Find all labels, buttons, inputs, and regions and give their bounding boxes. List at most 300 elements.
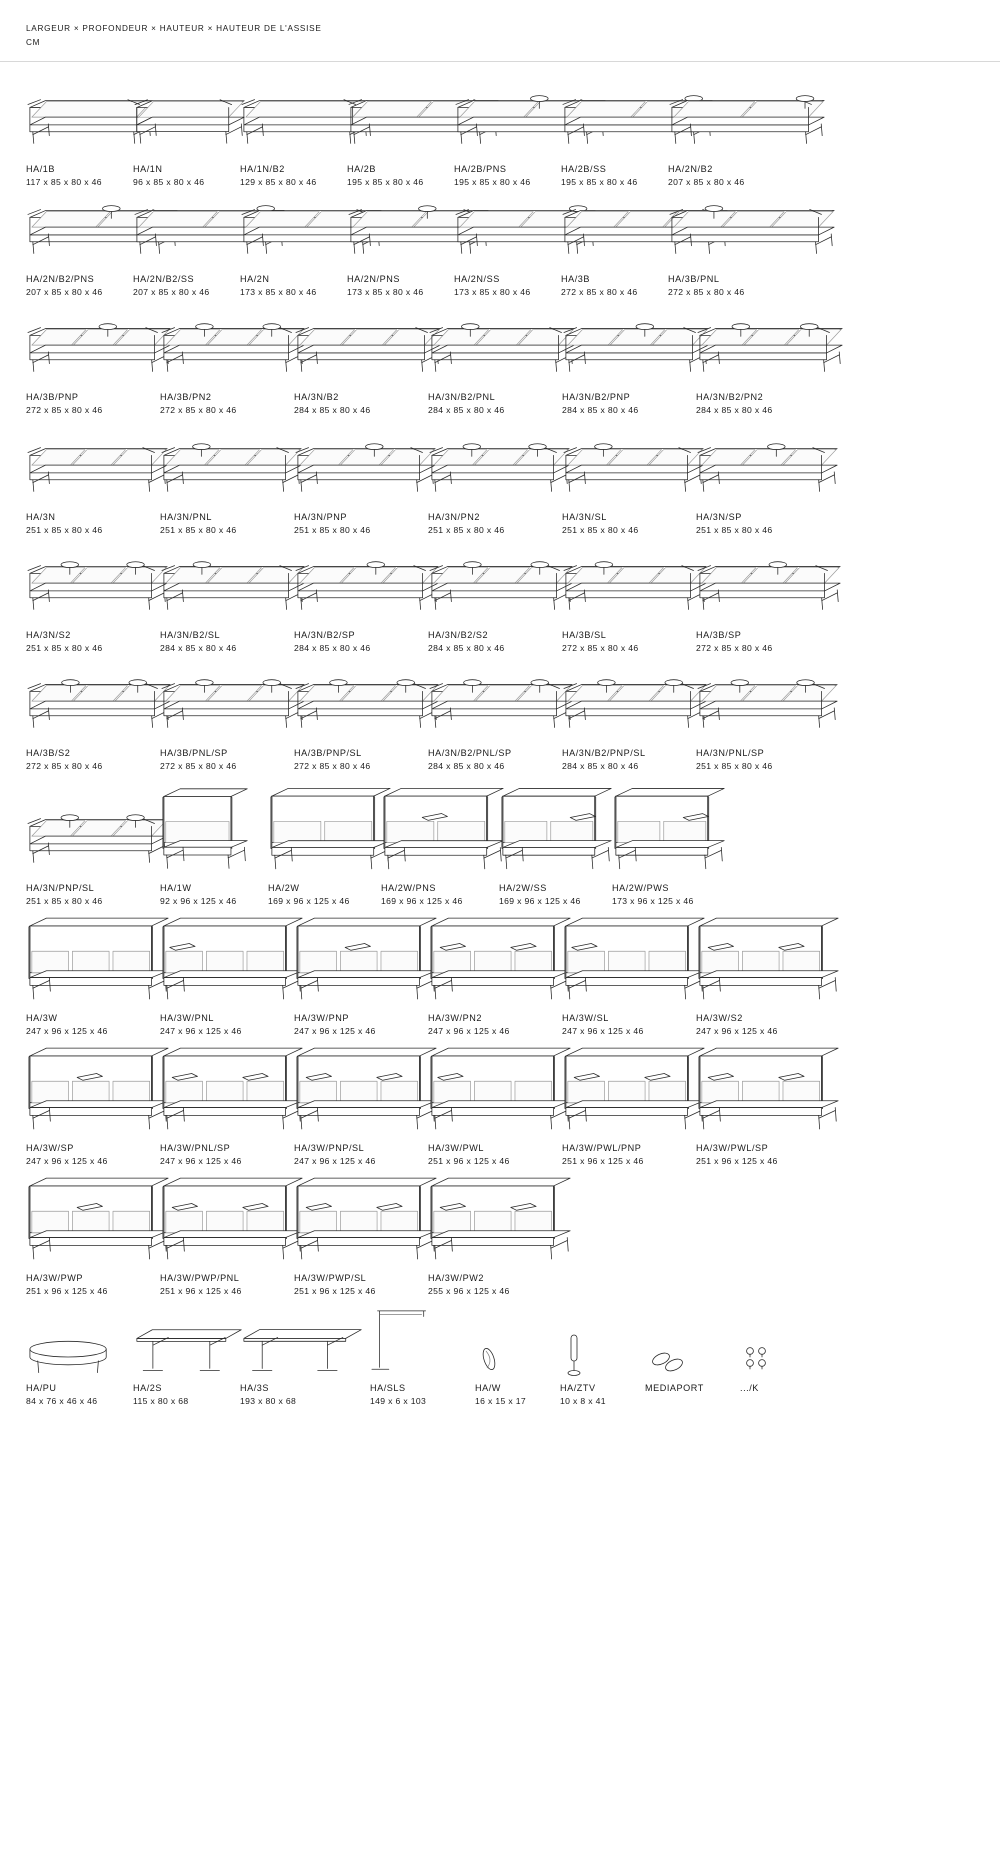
product-drawing bbox=[294, 420, 428, 506]
product-code: HA/3N/B2/S2 bbox=[428, 630, 489, 640]
product-labels bbox=[240, 272, 347, 299]
product-labels bbox=[347, 272, 454, 299]
product-drawing bbox=[133, 1301, 240, 1377]
product-dimensions: 16 x 15 x 17 bbox=[475, 1396, 527, 1407]
product-item[interactable] bbox=[475, 1301, 560, 1411]
product-code: HA/ZTV bbox=[560, 1383, 596, 1393]
product-drawing bbox=[294, 302, 428, 386]
product-drawing bbox=[562, 302, 696, 386]
product-code: HA/3N/SL bbox=[562, 512, 607, 522]
product-drawing bbox=[475, 1301, 560, 1377]
product-dimensions: 129 x 85 x 80 x 46 bbox=[240, 177, 317, 188]
product-dimensions: 251 x 96 x 125 x 46 bbox=[696, 1156, 778, 1167]
product-code: HA/1W bbox=[160, 883, 192, 893]
product-item[interactable] bbox=[562, 911, 696, 1041]
product-code: HA/2W bbox=[268, 883, 300, 893]
product-code: HA/3B/PN2 bbox=[160, 392, 212, 402]
product-dimensions: 251 x 85 x 80 x 46 bbox=[294, 525, 371, 536]
product-item[interactable] bbox=[428, 540, 562, 658]
product-item[interactable] bbox=[160, 658, 294, 776]
product-dimensions: 251 x 85 x 80 x 46 bbox=[428, 525, 505, 536]
product-item[interactable] bbox=[560, 1301, 645, 1411]
product-dimensions: 251 x 96 x 125 x 46 bbox=[160, 1286, 242, 1297]
product-code: MEDIAPORT bbox=[645, 1383, 704, 1393]
product-item[interactable] bbox=[268, 776, 381, 911]
product-item[interactable] bbox=[160, 776, 268, 911]
product-drawing bbox=[26, 540, 160, 624]
product-drawing bbox=[26, 776, 160, 877]
product-code: HA/3W/PWL/SP bbox=[696, 1143, 769, 1153]
product-drawing bbox=[26, 911, 160, 1007]
product-item[interactable] bbox=[668, 84, 775, 192]
product-dimensions: 272 x 85 x 80 x 46 bbox=[696, 643, 773, 654]
product-dimensions: 272 x 85 x 80 x 46 bbox=[160, 761, 237, 772]
product-drawing bbox=[133, 84, 240, 158]
product-drawing bbox=[428, 420, 562, 506]
product-item[interactable] bbox=[26, 1041, 160, 1171]
product-dimensions: 272 x 85 x 80 x 46 bbox=[561, 287, 638, 298]
product-labels bbox=[133, 272, 240, 299]
product-drawing bbox=[26, 1301, 133, 1377]
product-labels bbox=[696, 1141, 830, 1168]
product-item[interactable] bbox=[562, 658, 696, 776]
product-labels bbox=[160, 628, 294, 655]
product-item[interactable] bbox=[26, 911, 160, 1041]
product-code: HA/3N/PNL bbox=[160, 512, 212, 522]
product-code: HA/2N/B2/SS bbox=[133, 274, 195, 284]
product-item[interactable] bbox=[645, 1301, 740, 1411]
product-code: HA/3N/S2 bbox=[26, 630, 71, 640]
product-item[interactable] bbox=[562, 540, 696, 658]
product-drawing bbox=[499, 776, 612, 877]
product-drawing bbox=[160, 911, 294, 1007]
product-item[interactable] bbox=[26, 302, 160, 420]
product-drawing bbox=[668, 84, 775, 158]
product-dimensions: 169 x 96 x 125 x 46 bbox=[268, 896, 350, 907]
product-code: HA/3N/PNP bbox=[294, 512, 347, 522]
product-code: .../K bbox=[740, 1383, 759, 1393]
product-item[interactable] bbox=[428, 302, 562, 420]
product-dimensions: 284 x 85 x 80 x 46 bbox=[294, 405, 371, 416]
product-code: HA/3B/PNP bbox=[26, 392, 79, 402]
product-labels bbox=[428, 628, 562, 655]
product-dimensions: 115 x 80 x 68 bbox=[133, 1396, 189, 1407]
product-item[interactable] bbox=[562, 420, 696, 540]
product-item[interactable] bbox=[561, 192, 668, 302]
product-code: HA/3N/PN2 bbox=[428, 512, 480, 522]
product-dimensions: 195 x 85 x 80 x 46 bbox=[561, 177, 638, 188]
product-dimensions: 247 x 96 x 125 x 46 bbox=[696, 1026, 778, 1037]
product-dimensions: 117 x 85 x 80 x 46 bbox=[26, 177, 102, 188]
product-dimensions: 284 x 85 x 80 x 46 bbox=[562, 405, 639, 416]
product-labels bbox=[428, 746, 562, 773]
product-labels bbox=[160, 1011, 294, 1038]
product-labels bbox=[26, 1271, 160, 1298]
product-dimensions: 247 x 96 x 125 x 46 bbox=[26, 1026, 108, 1037]
product-code: HA/3B bbox=[561, 274, 591, 284]
product-drawing bbox=[160, 658, 294, 742]
product-item[interactable] bbox=[696, 420, 830, 540]
product-dimensions: 193 x 80 x 68 bbox=[240, 1396, 297, 1407]
product-drawing bbox=[562, 911, 696, 1007]
product-item[interactable] bbox=[240, 84, 347, 192]
product-code: HA/3W/PWP/SL bbox=[294, 1273, 367, 1283]
product-dimensions: 272 x 85 x 80 x 46 bbox=[668, 287, 745, 298]
product-labels bbox=[26, 746, 160, 773]
product-labels bbox=[696, 746, 830, 773]
product-labels bbox=[294, 1011, 428, 1038]
product-item[interactable] bbox=[26, 540, 160, 658]
product-item[interactable] bbox=[160, 911, 294, 1041]
product-code: HA/3N/PNP/SL bbox=[26, 883, 95, 893]
product-code: HA/1N bbox=[133, 164, 163, 174]
product-dimensions: 251 x 85 x 80 x 46 bbox=[696, 525, 773, 536]
product-labels bbox=[562, 1011, 696, 1038]
product-item[interactable] bbox=[294, 658, 428, 776]
product-item[interactable] bbox=[160, 420, 294, 540]
product-item[interactable] bbox=[454, 192, 561, 302]
header-dimension-legend: LARGEUR × PROFONDEUR × HAUTEUR × HAUTEUR DE L'ASSISE bbox=[26, 24, 322, 33]
product-item[interactable] bbox=[347, 84, 454, 192]
product-drawing bbox=[668, 192, 775, 268]
product-code: HA/3B/PNP/SL bbox=[294, 748, 362, 758]
product-item[interactable] bbox=[294, 911, 428, 1041]
product-item[interactable] bbox=[26, 192, 133, 302]
product-labels bbox=[561, 162, 668, 189]
product-labels bbox=[475, 1381, 560, 1408]
product-code: HA/SLS bbox=[370, 1383, 406, 1393]
product-item[interactable] bbox=[561, 84, 668, 192]
product-code: HA/2N/B2 bbox=[668, 164, 713, 174]
product-code: HA/3B/S2 bbox=[26, 748, 71, 758]
product-labels bbox=[294, 510, 428, 537]
product-drawing bbox=[696, 540, 830, 624]
product-code: HA/3N/PNL/SP bbox=[696, 748, 765, 758]
product-labels bbox=[561, 272, 668, 299]
product-item[interactable] bbox=[294, 302, 428, 420]
product-code: HA/3S bbox=[240, 1383, 270, 1393]
product-code: HA/1B bbox=[26, 164, 56, 174]
product-dimensions: 284 x 85 x 80 x 46 bbox=[160, 643, 237, 654]
product-drawing bbox=[347, 192, 454, 268]
product-item[interactable] bbox=[294, 420, 428, 540]
product-code: HA/2B/SS bbox=[561, 164, 607, 174]
product-item[interactable] bbox=[696, 540, 830, 658]
product-dimensions: 284 x 85 x 80 x 46 bbox=[294, 643, 371, 654]
product-dimensions: 169 x 96 x 125 x 46 bbox=[381, 896, 463, 907]
product-drawing bbox=[428, 302, 562, 386]
product-labels bbox=[160, 881, 268, 908]
product-item[interactable] bbox=[428, 911, 562, 1041]
product-code: HA/3W/SL bbox=[562, 1013, 609, 1023]
product-drawing bbox=[696, 302, 830, 386]
product-dimensions: 272 x 85 x 80 x 46 bbox=[562, 643, 639, 654]
product-code: HA/3B/SL bbox=[562, 630, 607, 640]
product-drawing bbox=[294, 911, 428, 1007]
product-code: HA/3W bbox=[26, 1013, 58, 1023]
product-code: HA/2N/PNS bbox=[347, 274, 400, 284]
product-labels bbox=[428, 390, 562, 417]
product-drawing bbox=[26, 1171, 160, 1267]
product-drawing bbox=[160, 540, 294, 624]
product-item[interactable] bbox=[160, 1171, 294, 1301]
product-dimensions: 247 x 96 x 125 x 46 bbox=[160, 1026, 242, 1037]
product-dimensions: 247 x 96 x 125 x 46 bbox=[160, 1156, 242, 1167]
product-dimensions: 251 x 85 x 80 x 46 bbox=[562, 525, 639, 536]
product-code: HA/3W/PWP bbox=[26, 1273, 83, 1283]
product-code: HA/3B/PNL bbox=[668, 274, 720, 284]
product-labels bbox=[696, 390, 830, 417]
product-item[interactable] bbox=[133, 1301, 240, 1411]
product-dimensions: 284 x 85 x 80 x 46 bbox=[562, 761, 639, 772]
product-code: HA/3N/B2/SL bbox=[160, 630, 221, 640]
product-code: HA/3W/PNP bbox=[294, 1013, 349, 1023]
product-item[interactable] bbox=[428, 1041, 562, 1171]
product-dimensions: 149 x 6 x 103 bbox=[370, 1396, 427, 1407]
product-row bbox=[26, 1301, 974, 1411]
product-drawing bbox=[381, 776, 499, 877]
product-item[interactable] bbox=[696, 658, 830, 776]
product-dimensions: 251 x 96 x 125 x 46 bbox=[26, 1286, 108, 1297]
product-dimensions: 207 x 85 x 80 x 46 bbox=[133, 287, 210, 298]
product-item[interactable] bbox=[696, 911, 830, 1041]
product-drawing bbox=[240, 192, 347, 268]
product-labels bbox=[160, 1271, 294, 1298]
product-item[interactable] bbox=[294, 1171, 428, 1301]
product-labels bbox=[240, 1381, 370, 1408]
product-code: HA/3W/SP bbox=[26, 1143, 74, 1153]
product-drawing bbox=[696, 1041, 830, 1137]
product-code: HA/3B/SP bbox=[696, 630, 742, 640]
product-code: HA/2B/PNS bbox=[454, 164, 507, 174]
product-drawing bbox=[561, 84, 668, 158]
product-drawing bbox=[562, 1041, 696, 1137]
product-drawing bbox=[428, 1171, 562, 1267]
product-labels bbox=[160, 510, 294, 537]
product-dimensions: 255 x 96 x 125 x 46 bbox=[428, 1286, 510, 1297]
product-labels bbox=[696, 628, 830, 655]
product-drawing bbox=[160, 1041, 294, 1137]
product-labels bbox=[428, 1271, 562, 1298]
product-dimensions: 247 x 96 x 125 x 46 bbox=[294, 1026, 376, 1037]
product-drawing bbox=[560, 1301, 645, 1377]
product-drawing bbox=[428, 540, 562, 624]
product-code: HA/3W/PNL/SP bbox=[160, 1143, 231, 1153]
product-item[interactable] bbox=[133, 192, 240, 302]
product-item[interactable] bbox=[160, 540, 294, 658]
product-code: HA/2N/SS bbox=[454, 274, 500, 284]
product-row bbox=[26, 192, 974, 302]
product-dimensions: 247 x 96 x 125 x 46 bbox=[428, 1026, 510, 1037]
product-drawing bbox=[160, 1171, 294, 1267]
product-labels bbox=[26, 1141, 160, 1168]
product-code: HA/3N/B2/PN2 bbox=[696, 392, 764, 402]
product-item[interactable] bbox=[428, 658, 562, 776]
product-row bbox=[26, 658, 974, 776]
product-item[interactable] bbox=[668, 192, 775, 302]
product-labels bbox=[160, 746, 294, 773]
product-grid bbox=[0, 62, 1000, 1411]
product-labels bbox=[499, 881, 612, 908]
product-item[interactable] bbox=[26, 658, 160, 776]
product-item[interactable] bbox=[26, 776, 160, 911]
product-dimensions: 169 x 96 x 125 x 46 bbox=[499, 896, 581, 907]
product-labels bbox=[562, 1141, 696, 1168]
product-item[interactable] bbox=[562, 1041, 696, 1171]
product-dimensions: 92 x 96 x 125 x 46 bbox=[160, 896, 237, 907]
product-item[interactable] bbox=[133, 84, 240, 192]
product-code: HA/PU bbox=[26, 1383, 57, 1393]
product-drawing bbox=[26, 1041, 160, 1137]
product-dimensions: 173 x 85 x 80 x 46 bbox=[454, 287, 531, 298]
product-code: HA/2W/PWS bbox=[612, 883, 669, 893]
product-item[interactable] bbox=[499, 776, 612, 911]
product-item[interactable] bbox=[26, 1301, 133, 1411]
product-labels bbox=[26, 162, 133, 189]
product-item[interactable] bbox=[240, 1301, 370, 1411]
product-dimensions: 272 x 85 x 80 x 46 bbox=[160, 405, 237, 416]
product-dimensions: 284 x 85 x 80 x 46 bbox=[428, 405, 505, 416]
product-item[interactable] bbox=[160, 302, 294, 420]
product-labels bbox=[268, 881, 381, 908]
product-labels bbox=[454, 272, 561, 299]
product-dimensions: 207 x 85 x 80 x 46 bbox=[26, 287, 103, 298]
product-dimensions: 247 x 96 x 125 x 46 bbox=[294, 1156, 376, 1167]
product-item[interactable] bbox=[26, 420, 160, 540]
product-drawing bbox=[26, 192, 133, 268]
product-labels bbox=[668, 162, 775, 189]
product-dimensions: 251 x 85 x 80 x 46 bbox=[26, 896, 103, 907]
product-item[interactable] bbox=[240, 192, 347, 302]
product-item[interactable] bbox=[347, 192, 454, 302]
product-row bbox=[26, 1041, 974, 1171]
product-code: HA/2N bbox=[240, 274, 270, 284]
product-code: HA/3N/SP bbox=[696, 512, 742, 522]
product-drawing bbox=[26, 302, 160, 386]
product-dimensions: 173 x 85 x 80 x 46 bbox=[240, 287, 317, 298]
product-item[interactable] bbox=[26, 84, 133, 192]
product-labels bbox=[133, 1381, 240, 1408]
product-dimensions: 96 x 85 x 80 x 46 bbox=[133, 177, 205, 188]
product-drawing bbox=[294, 658, 428, 742]
product-labels bbox=[562, 390, 696, 417]
product-dimensions: 272 x 85 x 80 x 46 bbox=[26, 761, 103, 772]
product-labels bbox=[26, 1011, 160, 1038]
product-labels bbox=[696, 1011, 830, 1038]
product-row bbox=[26, 776, 974, 911]
product-dimensions: 251 x 85 x 80 x 46 bbox=[26, 643, 103, 654]
product-dimensions: 207 x 85 x 80 x 46 bbox=[668, 177, 745, 188]
product-dimensions: 10 x 8 x 41 bbox=[560, 1396, 606, 1407]
product-item[interactable] bbox=[562, 302, 696, 420]
product-drawing bbox=[562, 658, 696, 742]
product-item[interactable] bbox=[294, 540, 428, 658]
product-item[interactable] bbox=[454, 84, 561, 192]
product-dimensions: 284 x 85 x 80 x 46 bbox=[428, 761, 505, 772]
product-labels bbox=[294, 746, 428, 773]
product-code: HA/3W/S2 bbox=[696, 1013, 743, 1023]
product-drawing bbox=[370, 1301, 475, 1377]
product-code: HA/3W/PWL bbox=[428, 1143, 484, 1153]
product-code: HA/2B bbox=[347, 164, 377, 174]
product-item[interactable] bbox=[696, 1041, 830, 1171]
product-labels bbox=[26, 272, 133, 299]
product-drawing bbox=[294, 1041, 428, 1137]
product-code: HA/2W/PNS bbox=[381, 883, 436, 893]
product-code: HA/3N/B2/PNL/SP bbox=[428, 748, 512, 758]
product-item[interactable] bbox=[160, 1041, 294, 1171]
product-item[interactable] bbox=[381, 776, 499, 911]
product-code: HA/3W/PNP/SL bbox=[294, 1143, 365, 1153]
product-labels bbox=[294, 390, 428, 417]
product-labels bbox=[612, 881, 725, 908]
product-dimensions: 173 x 85 x 80 x 46 bbox=[347, 287, 424, 298]
product-labels bbox=[428, 510, 562, 537]
product-labels bbox=[696, 510, 830, 537]
product-item[interactable] bbox=[428, 1171, 562, 1301]
product-item[interactable] bbox=[26, 1171, 160, 1301]
product-labels bbox=[381, 881, 499, 908]
product-dimensions: 247 x 96 x 125 x 46 bbox=[562, 1026, 644, 1037]
product-code: HA/3W/PWL/PNP bbox=[562, 1143, 642, 1153]
product-dimensions: 284 x 85 x 80 x 46 bbox=[428, 643, 505, 654]
product-item[interactable] bbox=[294, 1041, 428, 1171]
product-code: HA/3N/B2 bbox=[294, 392, 339, 402]
product-item[interactable] bbox=[428, 420, 562, 540]
product-drawing bbox=[561, 192, 668, 268]
product-code: HA/W bbox=[475, 1383, 501, 1393]
product-item[interactable] bbox=[696, 302, 830, 420]
product-drawing bbox=[26, 658, 160, 742]
product-drawing bbox=[26, 84, 133, 158]
product-drawing bbox=[294, 1171, 428, 1267]
product-labels bbox=[294, 628, 428, 655]
page-header bbox=[0, 0, 1000, 62]
product-row bbox=[26, 420, 974, 540]
product-code: HA/3W/PN2 bbox=[428, 1013, 482, 1023]
product-drawing bbox=[268, 776, 381, 877]
product-code: HA/3W/PNL bbox=[160, 1013, 214, 1023]
product-drawing bbox=[696, 658, 830, 742]
product-drawing bbox=[454, 84, 561, 158]
product-labels bbox=[454, 162, 561, 189]
product-dimensions: 251 x 96 x 125 x 46 bbox=[294, 1286, 376, 1297]
product-item[interactable] bbox=[370, 1301, 475, 1411]
product-labels bbox=[26, 1381, 133, 1408]
product-code: HA/2W/SS bbox=[499, 883, 547, 893]
product-labels bbox=[562, 628, 696, 655]
product-item[interactable] bbox=[612, 776, 725, 911]
product-drawing bbox=[740, 1301, 825, 1377]
product-dimensions: 173 x 96 x 125 x 46 bbox=[612, 896, 694, 907]
product-dimensions: 195 x 85 x 80 x 46 bbox=[454, 177, 531, 188]
product-drawing bbox=[294, 540, 428, 624]
header-unit: CM bbox=[26, 37, 41, 47]
product-labels bbox=[428, 1141, 562, 1168]
product-drawing bbox=[612, 776, 725, 877]
product-dimensions: 272 x 85 x 80 x 46 bbox=[26, 405, 103, 416]
product-dimensions: 251 x 85 x 80 x 46 bbox=[26, 525, 103, 536]
product-drawing bbox=[696, 420, 830, 506]
product-labels bbox=[294, 1271, 428, 1298]
product-drawing bbox=[645, 1301, 740, 1377]
product-item[interactable] bbox=[740, 1301, 825, 1411]
product-labels bbox=[240, 162, 347, 189]
product-labels bbox=[160, 1141, 294, 1168]
product-labels bbox=[562, 746, 696, 773]
product-code: HA/3N/B2/SP bbox=[294, 630, 356, 640]
product-labels bbox=[294, 1141, 428, 1168]
